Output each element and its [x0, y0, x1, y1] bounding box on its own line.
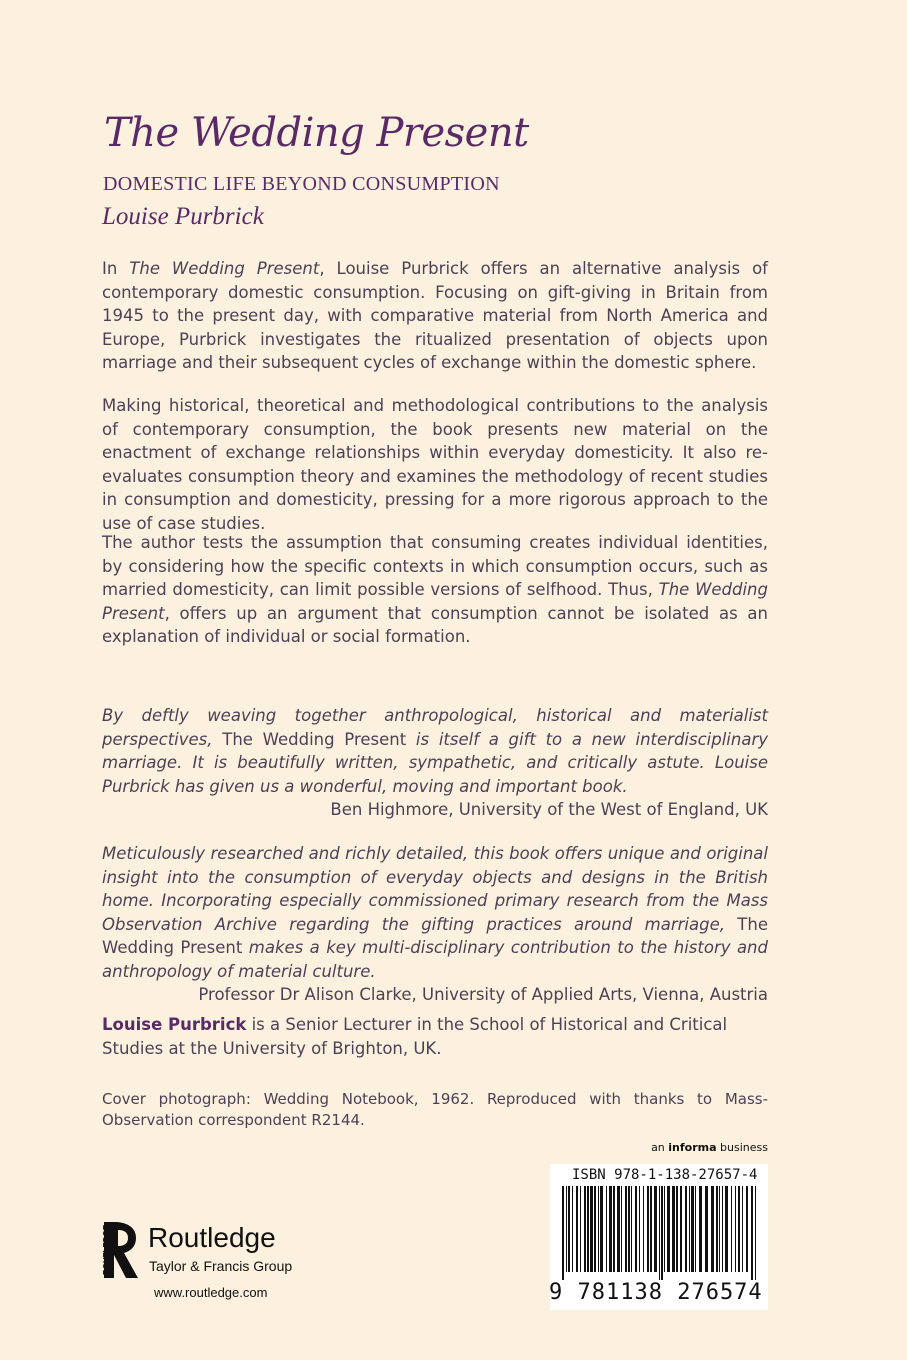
review-attribution: Professor Dr Alison Clarke, University of Applied Arts, Vienna, Austria — [198, 985, 768, 1004]
barcode-bar — [584, 1186, 586, 1272]
barcode-bar — [635, 1186, 637, 1272]
barcode-bar — [580, 1186, 581, 1272]
book-title: The Wedding Present — [104, 110, 529, 156]
blurb-paragraph-2: Making historical, theoretical and methodological contributions to the analysis of contemporary consumption, the book presents new material on the enactment of exchange relationships within everyday domesticity. It also re-evaluates consumption theory and examines the methodology of recent studies in consumption and domesticity, pressing for a more rigorous approach to the use of case studies. — [102, 396, 768, 533]
barcode-bar — [643, 1186, 644, 1272]
publisher-name: Routledge — [148, 1222, 276, 1253]
barcode-bar — [600, 1186, 603, 1272]
barcode-bar — [587, 1186, 589, 1272]
barcode-bar — [606, 1186, 607, 1272]
barcode-bar — [746, 1186, 748, 1272]
barcode-bar — [562, 1186, 564, 1280]
blurb-title-ref: The Wedding Present — [129, 259, 320, 278]
barcode-bar — [659, 1186, 660, 1280]
barcode-bar — [672, 1186, 675, 1272]
barcode-bar — [751, 1186, 753, 1280]
informa-brand: informa — [668, 1141, 717, 1154]
ean-digits: 9 781138 276574 — [549, 1280, 763, 1305]
barcode-bar — [689, 1186, 690, 1272]
book-subtitle: DOMESTIC LIFE BEYOND CONSUMPTION — [103, 173, 500, 195]
informa-suffix: business — [716, 1141, 768, 1154]
review-title-ref: The Wedding Present — [102, 914, 768, 957]
barcode-bar — [625, 1186, 627, 1272]
barcode-bar — [572, 1186, 573, 1272]
blurb-paragraph-1 — [102, 257, 768, 375]
barcode-bar — [680, 1186, 682, 1272]
barcode-bar — [691, 1186, 694, 1272]
barcode-bar — [742, 1186, 743, 1272]
barcode-bar — [609, 1186, 612, 1272]
barcode-bar — [628, 1186, 630, 1272]
blurb-text: The author tests the assumption that consuming creates individual identities, by considering how the specific contexts in which consumption occurs, such as married domesticity, can limit possible versions of selfhood. Thus, — [102, 533, 768, 599]
barcode-bar — [566, 1186, 567, 1272]
review-1 — [102, 704, 768, 822]
barcode-bar — [594, 1186, 596, 1272]
isbn-label: ISBN 978-1-138-27657-4 — [572, 1167, 758, 1183]
barcode-bar — [735, 1186, 736, 1272]
barcode-bar — [576, 1186, 578, 1272]
author-bio — [102, 1013, 768, 1060]
barcode-bar — [725, 1186, 728, 1272]
barcode-bar — [631, 1186, 632, 1272]
barcode-bar — [598, 1186, 599, 1272]
barcode-bar — [695, 1186, 696, 1272]
book-author: Louise Purbrick — [102, 203, 264, 230]
review-text: makes a key multi-disciplinary contribution to the history and anthropology of material culture. — [102, 938, 768, 981]
barcode-bar — [667, 1186, 670, 1272]
cover-credit: Cover photograph: Wedding Notebook, 1962. Reproduced with thanks to Mass-Observation correspondent R2144. — [102, 1090, 768, 1129]
review-text: By deftly weaving together anthropological, historical and materialist perspectives, — [102, 706, 768, 749]
barcode-bar — [719, 1186, 720, 1272]
barcode-icon — [560, 1186, 760, 1280]
barcode-bar — [664, 1186, 665, 1272]
blurb-text: In — [102, 259, 130, 278]
publisher-website[interactable]: www.routledge.com — [154, 1285, 268, 1300]
barcode-bar — [711, 1186, 714, 1272]
barcode-bar — [568, 1186, 570, 1272]
barcode-bar — [613, 1186, 615, 1272]
barcode-bar — [647, 1186, 649, 1272]
barcode-bar — [716, 1186, 718, 1272]
review-text: Meticulously researched and richly detailed, this book offers unique and original insight into the consumption of everyday objects and designs in the British home. Incorporating especially commissioned primary research from the Mass Observation Archive regarding the gifting practices around marriage, — [102, 844, 768, 934]
barcode-bar — [617, 1186, 620, 1272]
barcode-bar — [621, 1186, 622, 1272]
author-bio-text: is a Senior Lecturer in the School of Historical and Critical Studies at the University of Brighton, UK. — [102, 1015, 728, 1058]
review-title-ref: The Wedding Present — [222, 729, 407, 749]
review-attribution: Ben Highmore, University of the West of England, UK — [330, 800, 768, 819]
barcode-bar — [685, 1186, 687, 1272]
informa-prefix: an — [651, 1141, 669, 1154]
barcode-bar — [661, 1186, 663, 1280]
routledge-vertical-text: ROUTLEDGE — [102, 1224, 111, 1275]
barcode-bar — [639, 1186, 640, 1272]
barcode-bar — [654, 1186, 657, 1272]
publisher-group: Taylor & Francis Group — [149, 1258, 293, 1274]
barcode-bar — [699, 1186, 702, 1272]
barcode-bar — [590, 1186, 593, 1272]
barcode-bar — [722, 1186, 723, 1272]
author-bio-name: Louise Purbrick — [102, 1015, 247, 1034]
blurb-paragraph-3 — [102, 531, 768, 649]
barcode-bar — [731, 1186, 732, 1272]
barcode-bar — [650, 1186, 652, 1272]
barcode-bar — [676, 1186, 678, 1272]
review-2 — [102, 842, 768, 1007]
blurb-text: , Louise Purbrick offers an alternative analysis of contemporary domestic consumption. Focusing on gift-giving in Britain from 1945 to the present day, with comparative material from North America and Europe, Purbrick investigates the ritualized presentation of objects upon marriage and their subsequent cycles of exchange within the domestic sphere. — [102, 259, 768, 372]
informa-business-label — [651, 1141, 768, 1154]
review-text: is itself a gift to a new interdisciplinary marriage. It is beautifully written, sympathetic, and critically astute. Louise Purbrick has given us a wonderful, moving and important book. — [102, 729, 769, 796]
barcode-bar — [738, 1186, 740, 1272]
blurb-text: , offers up an argument that consumption cannot be isolated as an explanation of individual or social formation. — [102, 603, 768, 646]
barcode-bar — [705, 1186, 708, 1272]
barcode-bar — [755, 1186, 756, 1280]
blurb-title-ref: The Wedding Present — [102, 580, 768, 623]
